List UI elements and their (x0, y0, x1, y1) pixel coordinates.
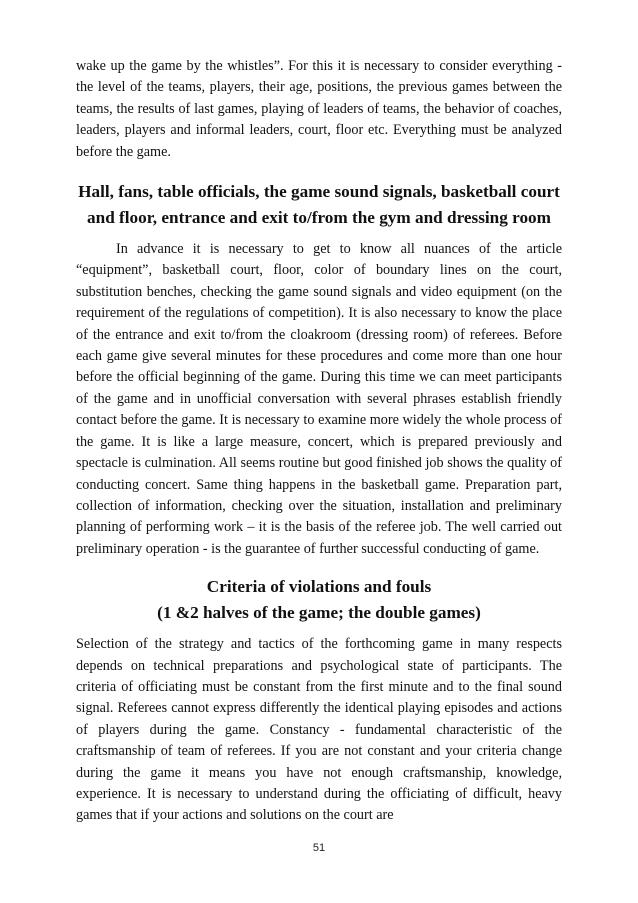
page-number: 51 (312, 842, 326, 854)
paragraph-intro: wake up the game by the whistles”. For this it is necessary to consider everything - the level of the teams, players, their age, positions, the previous games between the teams, the results of last games, playing of leaders of teams, the behavior of coaches, leaders, players and informal leaders, court, floor etc. Everything must be analyzed before the game. (76, 58, 562, 160)
paragraph-strategy: Selection of the strategy and tactics of the forthcoming game in many respects depends on technical preparations and psychological state of participants. The criteria of officiating must be constant from the first minute and to the final sound signal. Referees cannot express differently the identical playing episodes and actions of players during the game. Constancy - fundamental characteristic of the craftsmanship of team of referees. If you are not constant and your criteria change during the game it means you have not enough craftsmanship, knowledge, experience. It is necessary to understand during the officiating of difficult, heavy games that if your actions and solutions on the court are (76, 636, 562, 824)
paragraph-equipment: In advance it is necessary to get to know all nuances of the article “equipment”, basketball court, floor, color of boundary lines on the court, substitution benches, checking the game sound signals and video equipment (on the requirement of the regulations of competition). It is also necessary to know the place of the entrance and exit to/from the cloakroom (dressing room) of referees. Before each game give several minutes for these procedures and come more than one hour before the official beginning of the game. During this time we can meet participants of the game and in unofficial conversation with several phrases establish friendly contact before the game. It is necessary to examine more widely the whole process of the game. It is like a large measure, concert, which is prepared previously and spectacle is culmination. All seems routine but good finished job shows the quality of conducting concert. Same thing happens in the basketball game. Preparation part, collection of information, checking over the situation, installation and preliminary planning of performing work – it is the basis of the referee job. The well carried out preliminary operation - is the guarantee of further successful conducting of game. (76, 241, 562, 557)
section-heading-hall (76, 179, 562, 231)
section-heading-criteria-line1: Criteria of violations and fouls (206, 577, 432, 597)
section-heading-hall-line1: Hall, fans, table officials, the game sound signals, basketball court (78, 182, 560, 202)
section-heading-criteria-line2: (1 &2 halves of the game; the double games) (157, 603, 481, 623)
section-heading-hall-line2: and floor, entrance and exit to/from the gym and dressing room (87, 208, 551, 228)
document-page (76, 56, 562, 827)
section-heading-criteria (76, 574, 562, 626)
